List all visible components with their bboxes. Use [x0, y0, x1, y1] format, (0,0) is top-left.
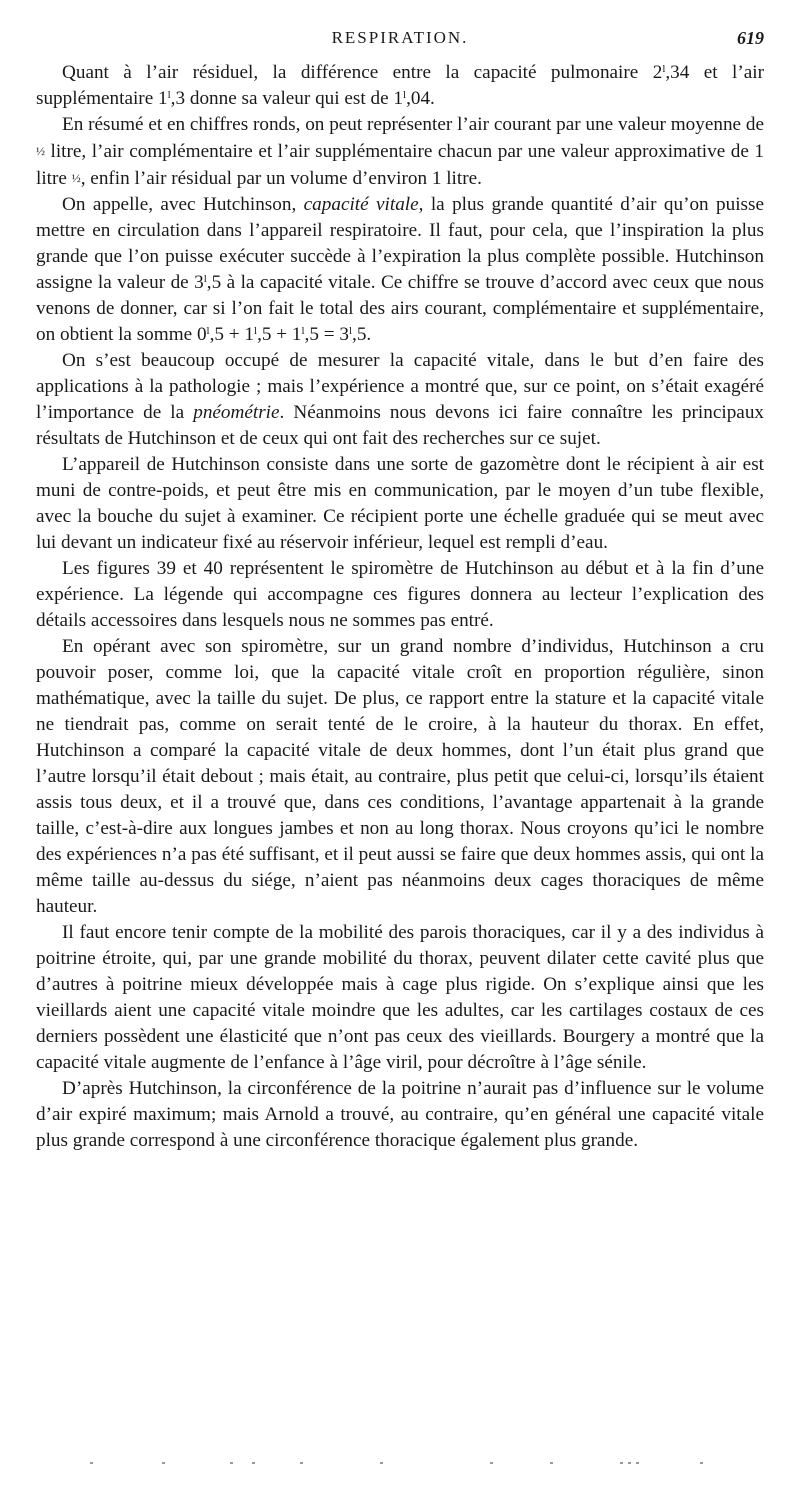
text-run: Les figures 39 et 40 représentent le spiromètre de Hutchinson au début et à la fin d’une expérience. La légende qui accompagne ces figures donnera au lecteur l’explication des détails accessoires dans lesquels nous ne sommes pas entré.	[36, 558, 764, 631]
italic-term: capacité vitale	[303, 194, 419, 215]
text-run: litre, l’air complémentaire et l’air supplémentaire chacun par une valeur approximative de 1 litre	[36, 141, 764, 189]
page-number: 619	[737, 28, 764, 48]
text-run: ,04.	[406, 88, 435, 109]
paragraph	[36, 920, 764, 1076]
text-run: L’appareil de Hutchinson consiste dans une sorte de gazomètre dont le récipient à air est muni de contre-poids, et peut être mis en communication, par le moyen d’un tube flexible, avec la bouche du sujet à examiner. Ce récipient porte une échelle graduée qui se meut avec lui devant un indicateur fixé au réservoir inférieur, lequel est rempli d’eau.	[36, 454, 764, 553]
unit-superscript: l	[403, 89, 407, 101]
text-run: Il faut encore tenir compte de la mobilité des parois thoraciques, car il y a des individus à poitrine étroite, qui, par une grande mobilité du thorax, peuvent dilater cette cavité plus que d’autres à poitrine mieux développée mais à cage plus rigide. On s’explique ainsi que les vieillards aient une capacité vitale moindre que les adultes, car les cartilages costaux de ces derniers possèdent une élasticité que n’ont pas ceux des vieillards. Bourgery a montré que la capacité vitale augmente de l’enfance à l’âge viril, pour décroître à l’âge sénile.	[36, 922, 764, 1073]
text-run: On s’est beaucoup occupé de mesurer la capacité vitale, dans le but d’en faire des applications à la pathologie ; mais l’expérience a montré que, sur ce point, on s’était exagéré l’importance de la	[36, 350, 764, 423]
text-run: D’après Hutchinson, la circonférence de la poitrine n’aurait pas d’influence sur le volume d’air expiré maximum; mais Arnold a trouvé, au contraire, qu’en général une capacité vitale plus grande correspond à une circonférence thoracique également plus grande.	[36, 1078, 764, 1151]
paragraph	[36, 112, 764, 192]
paragraph	[36, 634, 764, 920]
fraction: ½	[71, 171, 81, 185]
text-run: En opérant avec son spiromètre, sur un grand nombre d’individus, Hutchinson a cru pouvoir poser, comme loi, que la capacité vitale croît en proportion régulière, sinon mathématique, avec la taille du sujet. De plus, ce rapport entre la stature et la capacité vitale ne tiendrait pas, comme on serait tenté de le croire, à la hauteur du thorax. En effet, Hutchinson a comparé la capacité vitale de deux hommes, dont l’un était plus grand que l’autre lorsqu’il était debout ; mais était, au contraire, plus petit que celui-ci, lorsqu’ils étaient assis tous deux, et il a trouvé que, dans ces conditions, l’avantage appartenait à la grande taille, c’est-à-dire aux longues jambes et non au long thorax. Nous croyons qu’ici le nombre des expériences n’a pas été suffisant, et il peut aussi se faire que deux hommes assis, qui ont la même taille au-dessus du siége, n’aient pas néanmoins deux cages thoraciques de même hauteur.	[36, 636, 764, 917]
text-run: ,5 = 3	[304, 324, 349, 345]
unit-superscript: l	[254, 325, 258, 337]
paragraph	[36, 348, 764, 452]
text-run: Quant à l’air résiduel, la différence entre la capacité pulmonaire 2	[62, 62, 663, 83]
text-run: En résumé et en chiffres ronds, on peut représenter l’air courant par une valeur moyenne de	[62, 114, 764, 135]
text-run: ,5.	[352, 324, 372, 345]
body-text	[36, 60, 764, 1154]
italic-term: pnéométrie	[193, 402, 280, 423]
paragraph	[36, 192, 764, 348]
text-run: ,5 + 1	[209, 324, 255, 345]
text-run: ,5 + 1	[257, 324, 302, 345]
paragraph	[36, 1076, 764, 1154]
unit-superscript: l	[662, 63, 666, 75]
text-run: ,34 et l’air supplémentaire 1	[36, 62, 764, 109]
text-run: , enfin l’air résidual par un volume d’environ 1 litre.	[80, 168, 482, 189]
paragraph	[36, 452, 764, 556]
fraction: ½	[36, 144, 45, 158]
page-header	[36, 28, 764, 58]
text-run: , la plus grande quantité d’air qu’on puisse mettre en circulation dans l’appareil respiratoire. Il faut, pour cela, que l’inspiration la plus grande que l’on puisse exécuter succède à l’expiration la plus complète possible. Hutchinson assigne la valeur de 3	[36, 194, 765, 293]
unit-superscript: l	[301, 325, 305, 337]
running-title: RESPIRATION.	[331, 28, 469, 47]
unit-superscript: l	[348, 325, 353, 337]
text-run: On appelle, avec Hutchinson,	[62, 194, 304, 215]
text-run: . Néanmoins nous devons ici faire connaître les principaux résultats de Hutchinson et de ceux qui ont fait des recherches sur ce sujet.	[36, 402, 765, 449]
paragraph	[36, 556, 764, 634]
text-run: ,3 donne sa valeur qui est de 1	[170, 88, 403, 109]
unit-superscript: l	[167, 89, 171, 101]
unit-superscript: l	[203, 273, 207, 285]
paragraph	[36, 60, 764, 112]
print-speckles	[80, 1458, 720, 1468]
unit-superscript: l	[206, 325, 210, 337]
text-run: ,5 à la capacité vitale. Ce chiffre se trouve d’accord avec ceux que nous venons de donner, car si l’on fait le total des airs courant, complémentaire et supplémentaire, on obtient la somme 0	[36, 272, 764, 345]
